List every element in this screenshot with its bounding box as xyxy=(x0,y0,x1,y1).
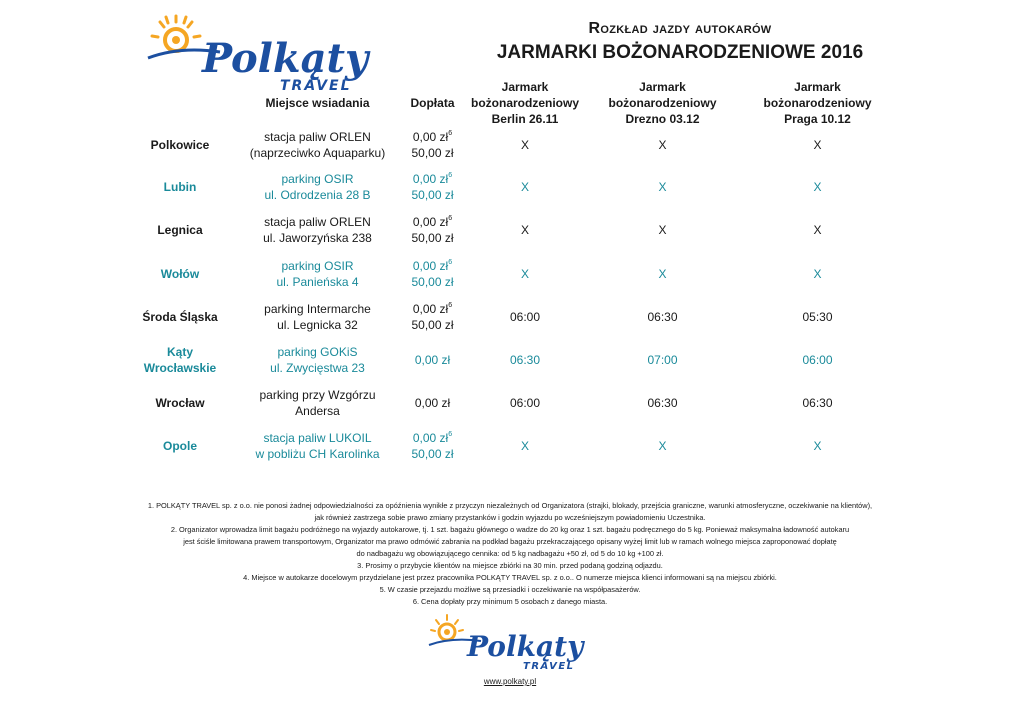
city-name-line: Kąty xyxy=(166,345,193,359)
header-praga-line1: Jarmark xyxy=(794,80,841,94)
sun-icon xyxy=(431,615,463,640)
departure-c1: 06:30 xyxy=(509,353,541,367)
title-line-2: JARMARKI BOŻONARODZENIOWE 2016 xyxy=(496,42,864,63)
fee xyxy=(395,258,470,290)
departure-c2: 07:00 xyxy=(647,353,678,367)
fee-value: 0,00 zł xyxy=(412,130,449,144)
pickup-place-line: parking OSIR xyxy=(281,259,354,273)
header-drezno xyxy=(600,79,725,127)
fee-value: 50,00 zł xyxy=(411,231,454,245)
fee xyxy=(395,301,470,333)
fee-line xyxy=(395,214,470,230)
pickup-place xyxy=(235,430,400,462)
fee-value: 0,00 zł xyxy=(414,396,451,410)
title-line-1: Rozkład jazdy autokarów xyxy=(588,20,772,37)
pickup-place xyxy=(235,214,400,246)
city-name xyxy=(120,438,240,454)
table-row xyxy=(0,128,1024,170)
table-row xyxy=(0,300,1024,342)
pickup-place-line: ul. Panieńska 4 xyxy=(276,275,359,289)
pickup-place-line: stacja paliw ORLEN xyxy=(264,130,371,144)
fee-value: 50,00 zł xyxy=(411,188,454,202)
departure-c1: X xyxy=(520,439,529,453)
fee-line xyxy=(395,301,470,317)
departure-c2: X xyxy=(658,267,667,281)
pickup-place xyxy=(235,301,400,333)
header-berlin xyxy=(465,79,585,127)
city-name-line: Środa Śląska xyxy=(142,310,218,324)
city-name-line: Polkowice xyxy=(150,138,210,152)
departure-c3: X xyxy=(813,267,822,281)
departure-c1: X xyxy=(520,180,529,194)
logo-sub-text: TRAVEL xyxy=(280,78,352,94)
header-berlin-line1: Jarmark xyxy=(501,80,549,94)
fee xyxy=(395,171,470,203)
pickup-place xyxy=(235,387,400,419)
departure-c1: 06:00 xyxy=(509,310,541,324)
header-berlin-line3: Berlin 26.11 xyxy=(491,112,559,126)
departure-c1: X xyxy=(520,138,529,152)
fee xyxy=(395,430,470,462)
fee-value: 0,00 zł xyxy=(412,431,449,445)
fee-line xyxy=(395,395,470,411)
city-name-line: Opole xyxy=(162,439,197,453)
fee-footnote-ref: 6 xyxy=(448,259,453,266)
note-line: 2. Organizator wprowadza limit bagażu podróżnego na wyjazdy autokarowe, tj. 1 szt. bagażu głównego o wadze do 20 kg oraz 1 szt. bagażu podręcznego do 5 kg. Ponieważ maksymalna ładowność autokaru xyxy=(170,525,850,534)
city-name-line: Legnica xyxy=(157,223,203,237)
fee xyxy=(395,129,470,161)
pickup-place xyxy=(235,129,400,161)
note-line: 4. Miejsce w autokarze docelowym przydzielane jest przez pracownika POLKĄTY TRAVEL sp. z o.o.. O numerze miejsca klienci informowani są na miejscu zbiórki. xyxy=(243,573,777,582)
city-name xyxy=(120,309,240,325)
note-line: 5. W czasie przejazdu możliwe są przesiadki i oczekiwanie na współpasażerów. xyxy=(379,585,641,594)
departure-c3: 06:00 xyxy=(802,353,833,367)
departure-c3: X xyxy=(813,180,822,194)
fee-footnote-ref: 6 xyxy=(448,172,453,179)
departure-c1: X xyxy=(520,267,529,281)
fee-value: 50,00 zł xyxy=(411,275,454,289)
departure-c2: X xyxy=(658,439,667,453)
fee-value: 0,00 zł xyxy=(412,302,449,316)
pickup-place-line: ul. Zwycięstwa 23 xyxy=(270,361,365,375)
table-row xyxy=(0,170,1024,212)
fee-line xyxy=(395,352,470,368)
departure-c2: X xyxy=(658,138,667,152)
fee xyxy=(395,395,470,411)
pickup-place-line: Andersa xyxy=(295,404,340,418)
fee-value: 0,00 zł xyxy=(414,353,451,367)
fee-footnote-ref: 6 xyxy=(448,431,453,438)
table-row xyxy=(0,386,1024,428)
fee xyxy=(395,352,470,368)
pickup-place-line: w pobliżu CH Karolinka xyxy=(255,447,380,461)
departure-c1: X xyxy=(520,223,529,237)
fee-line xyxy=(395,317,470,333)
note-line: do nadbagażu wg obowiązującego cennika: od 5 kg nadbagażu +50 zł, od 5 do 10 kg +100 zł. xyxy=(356,549,664,558)
logo-top xyxy=(140,10,390,98)
pickup-place-line: stacja paliw LUKOIL xyxy=(263,431,372,445)
header-fee: Dopłata xyxy=(410,96,455,110)
pickup-place-line: ul. Jaworzyńska 238 xyxy=(263,231,372,245)
pickup-place-line: ul. Odrodzenia 28 B xyxy=(264,188,371,202)
footnotes xyxy=(60,500,960,608)
departure-c2: 06:30 xyxy=(647,310,678,324)
fee-line xyxy=(395,258,470,274)
city-name xyxy=(120,222,240,238)
sun-icon xyxy=(152,16,200,51)
departure-c2: X xyxy=(658,223,667,237)
header-drezno-line1: Jarmark xyxy=(639,80,686,94)
city-name-line: Wrocław xyxy=(155,396,205,410)
title-block xyxy=(470,18,890,66)
header-place: Miejsce wsiadania xyxy=(265,96,370,110)
header-drezno-line3: Drezno 03.12 xyxy=(625,112,700,126)
pickup-place xyxy=(235,258,400,290)
fee-value: 50,00 zł xyxy=(411,447,454,461)
pickup-place-line: parking Intermarche xyxy=(264,302,371,316)
fee xyxy=(395,214,470,246)
city-name-line: Wołów xyxy=(160,267,200,281)
header-praga-line3: Praga 10.12 xyxy=(784,112,851,126)
fee-footnote-ref: 6 xyxy=(448,130,453,137)
city-name-line: Lubin xyxy=(163,180,197,194)
departure-c2: 06:30 xyxy=(647,396,678,410)
pickup-place xyxy=(235,171,400,203)
fee-value: 0,00 zł xyxy=(412,215,449,229)
departure-c3: 05:30 xyxy=(802,310,833,324)
pickup-place-line: parking OSIR xyxy=(281,172,354,186)
pickup-place-line: ul. Legnicka 32 xyxy=(277,318,358,332)
city-name-line: Wrocławskie xyxy=(143,361,217,375)
departure-c3: X xyxy=(813,223,822,237)
logo-sub-text: TRAVEL xyxy=(523,661,575,672)
fee-line xyxy=(395,446,470,462)
logo-brand-text: Polkąty xyxy=(202,35,369,82)
fee-line xyxy=(395,430,470,446)
fee-value: 0,00 zł xyxy=(412,259,449,273)
fee-footnote-ref: 6 xyxy=(448,302,453,309)
fee-value: 50,00 zł xyxy=(411,146,454,160)
departure-c3: X xyxy=(813,138,822,152)
note-line: jest ściśle limitowana prawem transportowym, Organizator ma prawo odmówić zabrania na podkład bagażu przekraczającego opisany wyżej limit lub w ramach wolnego miejsca zaproponować dopłatę xyxy=(183,537,837,546)
pickup-place-line: parking GOKiS xyxy=(277,345,358,359)
city-name xyxy=(120,344,240,376)
header-berlin-line2: bożonarodzeniowy xyxy=(471,96,579,110)
logo-bottom xyxy=(425,612,605,674)
city-name xyxy=(120,395,240,411)
note-line: jak również zastrzega sobie prawo zmiany przystanków i godzin wyjazdu po wcześniejszym powiadomieniu Uczestnika. xyxy=(314,513,706,522)
note-line: 3. Prosimy o przybycie klientów na miejsce zbiórki na 30 min. przed podaną godziną odjazdu. xyxy=(357,561,663,570)
fee-line xyxy=(395,187,470,203)
fee-value: 0,00 zł xyxy=(412,172,449,186)
city-name xyxy=(120,266,240,282)
header-praga xyxy=(755,79,880,127)
fee-value: 50,00 zł xyxy=(411,318,454,332)
departure-c3: X xyxy=(813,439,822,453)
fee-line xyxy=(395,129,470,145)
pickup-place xyxy=(235,344,400,376)
departure-c1: 06:00 xyxy=(509,396,541,410)
table-row xyxy=(0,343,1024,385)
fee-footnote-ref: 6 xyxy=(448,215,453,222)
fee-line xyxy=(395,171,470,187)
note-line: 1. POLKĄTY TRAVEL sp. z o.o. nie ponosi żadnej odpowiedzialności za opóźnienia wynikłe z przyczyn niezależnych od Organizatora (strajki, blokady, przejścia graniczne, warunki atmosferyczne, oczekiwanie na klientów), xyxy=(147,501,873,510)
departure-c3: 06:30 xyxy=(802,396,833,410)
pickup-place-line: parking przy Wzgórzu xyxy=(259,388,376,402)
table-row xyxy=(0,213,1024,255)
fee-line xyxy=(395,274,470,290)
table-row xyxy=(0,429,1024,471)
departure-c2: X xyxy=(658,180,667,194)
fee-line xyxy=(395,145,470,161)
table-row xyxy=(0,257,1024,299)
note-line: 6. Cena dopłaty przy minimum 5 osobach z danego miasta. xyxy=(412,597,608,606)
header-praga-line2: bożonarodzeniowy xyxy=(763,96,872,110)
fee-line xyxy=(395,230,470,246)
pickup-place-line: (naprzeciwko Aquaparku) xyxy=(249,146,386,160)
pickup-place-line: stacja paliw ORLEN xyxy=(264,215,371,229)
logo-brand-text: Polkąty xyxy=(467,630,584,663)
city-name xyxy=(120,179,240,195)
header-drezno-line2: bożonarodzeniowy xyxy=(608,96,717,110)
city-name xyxy=(120,137,240,153)
website-link[interactable]: www.polkaty.pl xyxy=(483,677,537,686)
